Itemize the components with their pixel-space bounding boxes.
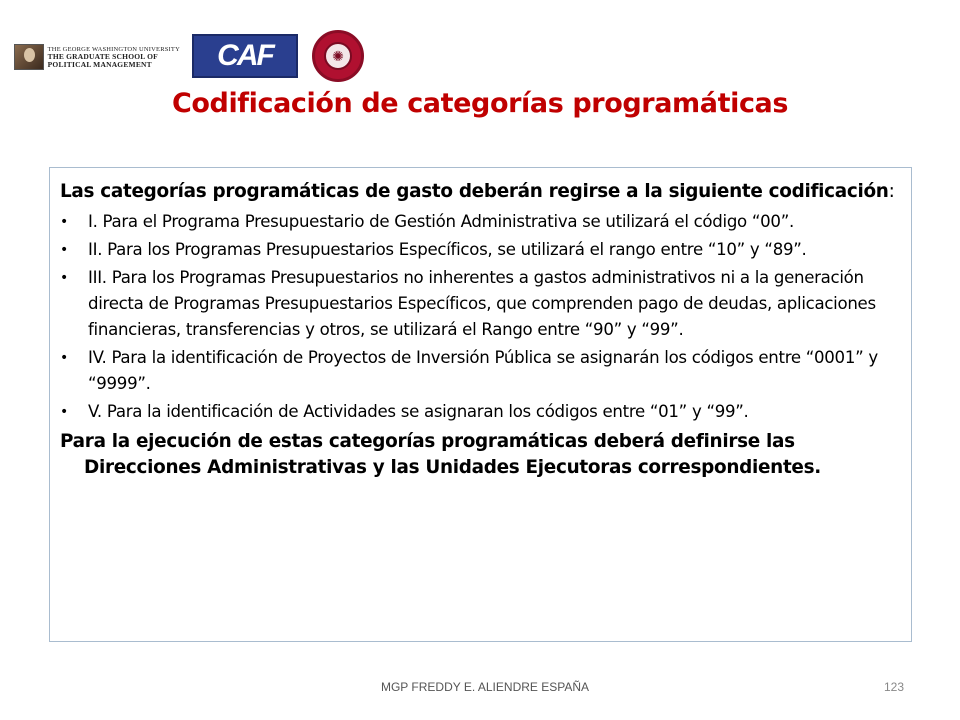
bullet-dot-icon: • <box>60 242 68 258</box>
list-item <box>60 237 901 263</box>
slide-title: Codificación de categorías programáticas <box>171 88 789 119</box>
bullet-dot-icon: • <box>60 350 68 366</box>
bullet-text: V. Para la identificación de Actividades se asignaran los códigos entre “01” y “99”. <box>88 402 749 421</box>
universidad-del-valle-seal-icon <box>312 30 364 82</box>
bullet-dot-icon: • <box>60 270 68 286</box>
list-item <box>60 265 901 343</box>
bullet-dot-icon: • <box>60 404 68 420</box>
list-item <box>60 399 901 425</box>
intro-colon: : <box>888 181 895 202</box>
caf-logo <box>192 34 298 78</box>
gwu-logo-text <box>48 46 180 69</box>
content-box <box>49 167 912 642</box>
closing-paragraph: Para la ejecución de estas categorías programáticas deberá definirse las Direcciones Administrativas y las Unidades Ejecutoras correspondientes. <box>60 431 821 478</box>
bullet-list <box>60 209 901 425</box>
gwu-logo-line2: THE GRADUATE SCHOOL OF <box>47 52 158 62</box>
intro-paragraph <box>60 179 901 205</box>
list-item <box>60 345 901 397</box>
caf-logo-text: CAF <box>217 39 273 72</box>
intro-text: Las categorías programáticas de gasto deberán regirse a la siguiente codificación <box>60 181 889 202</box>
gwu-logo-line1: THE GEORGE WASHINGTON UNIVERSITY <box>47 45 180 53</box>
bullet-text: I. Para el Programa Presupuestario de Gestión Administrativa se utilizará el código “00”. <box>88 212 794 231</box>
bullet-dot-icon: • <box>60 214 68 230</box>
gwu-gspm-logo <box>14 44 180 70</box>
footer-author: MGP FREDDY E. ALIENDRE ESPAÑA <box>380 680 590 694</box>
bullet-text: III. Para los Programas Presupuestarios no inherentes a gastos administrativos ni a la generación directa de Programas Presupuestarios Específicos, que comprenden pago de deudas, aplicaciones financieras, transferencias y otros, se utilizará el Rango entre “90” y “99”. <box>88 268 876 339</box>
bullet-text: IV. Para la identificación de Proyectos de Inversión Pública se asignarán los códigos entre “0001” y “9999”. <box>88 348 878 393</box>
page-number: 123 <box>883 680 904 694</box>
gwu-logo-line3: POLITICAL MANAGEMENT <box>47 59 152 69</box>
seal-center-icon: ✺ <box>324 42 352 70</box>
washington-portrait-icon <box>14 44 44 70</box>
list-item <box>60 209 901 235</box>
bullet-text: II. Para los Programas Presupuestarios Específicos, se utilizará el rango entre “10” y “89”. <box>88 240 807 259</box>
